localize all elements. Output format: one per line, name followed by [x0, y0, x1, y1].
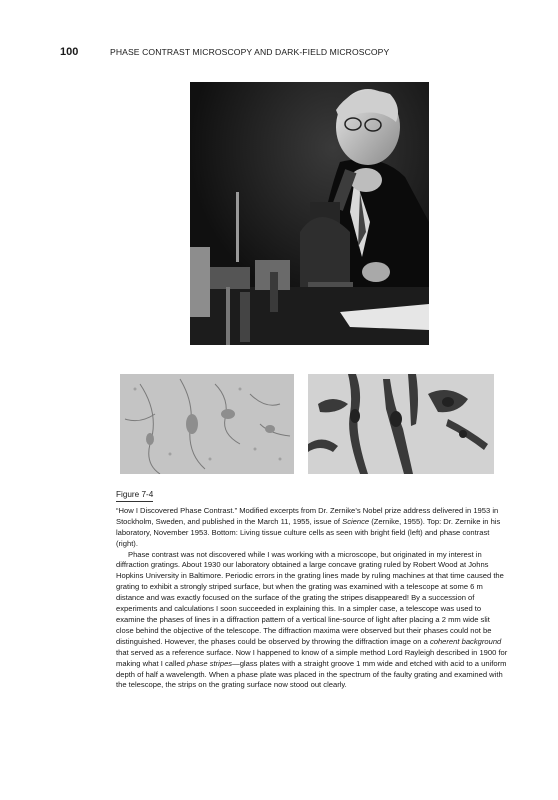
- journal-name: Science: [342, 516, 370, 526]
- caption-body-text-3: —glass plates with a straight groove 1 mm wide and etched with acid to a uniform depth of half a wavelength. When a phase plate was placed in the spectrum of the faulty grating and examined with the telescope, the strips on the grating surface now stood out clearly.: [116, 658, 507, 690]
- page-number: 100: [60, 46, 79, 58]
- caption-body-text-1: Phase contrast was not discovered while I was working with a microscope, but originated in my interest in diffraction gratings. About 1930 our laboratory obtained a large concave grating ruled by Robert Wood at Johns Hopkins University in Baltimore. Periodic errors in the grating lines made by ruling machines at that time caused the grating to exhibit a strongly striped surface, but when the grating was examined with a telescope at some 6 m distance and was exactly focused on the surface of the grating the stripes disappeared! By a succession of experiments and calculations I soon succeeded in explaining this. In a simpler case, a telescope was used to examine the phases of lines in a diffraction pattern of a vertical line-source of light after placing a 2 mm wide slit close behind the objective of the telescope. The diffraction maxima were observed but their phases could not be distinguished. However, the phases could be observed by throwing the diffraction image on a: [116, 549, 504, 646]
- zernike-laboratory-photo: [190, 82, 429, 345]
- phase-contrast-cells-photo: [308, 374, 494, 474]
- figure-caption: [116, 490, 508, 691]
- emphasis-phase-stripes: phase stripes: [186, 658, 233, 668]
- caption-intro: [116, 506, 508, 550]
- running-head: PHASE CONTRAST MICROSCOPY AND DARK-FIELD MICROSCOPY: [110, 47, 390, 57]
- caption-body-text-2: that served as a reference surface. Now I happened to know of a simple method Lord Rayleigh described in 1900 for making what I called: [116, 647, 508, 668]
- caption-intro-text-end: (Zernike, 1955). Top: Dr. Zernike in his laboratory, November 1953. Bottom: Living tissue culture cells as seen with bright field (left) and phase contrast (right).: [116, 516, 501, 548]
- caption-body: [116, 550, 508, 692]
- bright-field-cells-photo: [120, 374, 294, 474]
- emphasis-coherent-background: coherent background: [429, 636, 502, 646]
- page-header: [60, 46, 500, 58]
- caption-intro-text: “How I Discovered Phase Contrast.” Modified excerpts from Dr. Zernike’s Nobel prize address delivered in 1953 in Stockholm, Sweden, and published in the March 11, 1955, issue of: [116, 505, 499, 526]
- figure-label: Figure 7-4: [116, 490, 153, 502]
